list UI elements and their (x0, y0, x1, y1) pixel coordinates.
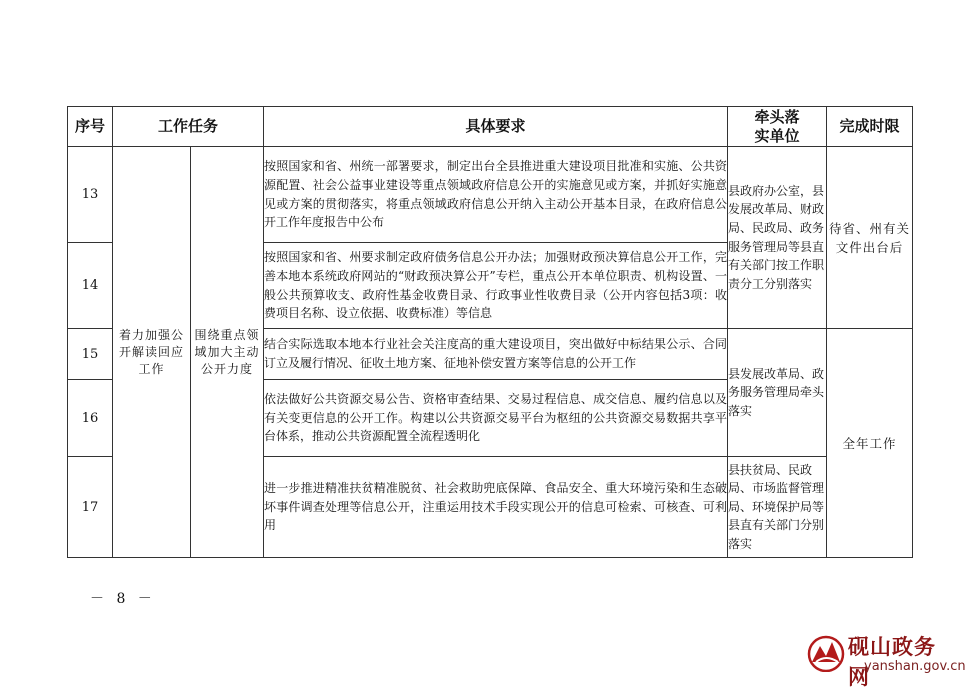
requirement-cell: 结合实际选取本地本行业社会关注度高的重大建设项目，突出做好中标结果公示、合同订立及履行情况、征收土地方案、征地补偿安置方案等信息的公开工作 (264, 329, 728, 380)
lead-unit-cell: 县发展改革局、政务服务管理局牵头落实 (728, 329, 827, 457)
table-row (68, 147, 913, 243)
header-lead-unit-line1: 牵头落 (754, 107, 800, 126)
row-seq: 13 (68, 147, 113, 243)
header-lead-unit (728, 107, 827, 147)
requirement-cell: 按照国家和省、州统一部署要求，制定出台全县推进重大建设项目批准和实施、公共资源配置、社会公益事业建设等重点领域政府信息公开的实施意见或方案，并抓好实施意见或方案的贯彻落实，将重点领域政府信息公开纳入主动公开基本目录，在政府信息公开工作年度报告中公布 (264, 147, 728, 243)
lead-unit-cell: 县政府办公室，县发展改革局、财政局、民政局、政务服务管理局等县直有关部门按工作职责分工分别落实 (728, 147, 827, 329)
watermark-title: 砚山政务网 (848, 635, 936, 689)
header-requirement: 具体要求 (264, 107, 728, 147)
requirement-cell: 依法做好公共资源交易公告、资格审查结果、交易过程信息、成交信息、履约信息以及有关变更信息的公开工作。构建以公共资源交易平台为枢纽的公共资源交易数据共享平台体系，推动公共资源配置全流程透明化 (264, 380, 728, 457)
page-number: － 8 － (90, 591, 156, 607)
header-task: 工作任务 (113, 107, 264, 147)
header-seq: 序号 (68, 107, 113, 147)
requirement-cell: 按照国家和省、州要求制定政府债务信息公开办法；加强财政预决算信息公开工作，完善本地本系统政府网站的“财政预决算公开”专栏，重点公开本单位职责、机构设置、一般公共预算收支、政府性基金收费目录、行政事业性收费目录（公开内容包括3项：收费项目名称、设立依据、收费标准）等信息 (264, 243, 728, 329)
header-row (68, 107, 913, 147)
row-seq: 17 (68, 457, 113, 558)
requirement-cell: 进一步推进精准扶贫精准脱贫、社会救助兜底保障、食品安全、重大环境污染和生态破坏事件调查处理等信息公开，注重运用技术手段实现公开的信息可检索、可核查、可利用 (264, 457, 728, 558)
header-deadline: 完成时限 (827, 107, 913, 147)
mountain-logo-icon (806, 632, 846, 672)
row-seq: 16 (68, 380, 113, 457)
lead-unit-cell: 县扶贫局、民政局、市场监督管理局、环境保护局等县直有关部门分别落实 (728, 457, 827, 558)
watermark-url: yanshan.gov.cn (864, 659, 966, 674)
work-task-table (67, 106, 913, 558)
row-seq: 15 (68, 329, 113, 380)
task-level1-cell: 着力加强公开解读回应工作 (113, 147, 191, 558)
deadline-cell: 全年工作 (827, 329, 913, 558)
site-watermark (806, 628, 966, 689)
header-lead-unit-line2: 实单位 (754, 126, 800, 145)
row-seq: 14 (68, 243, 113, 329)
task-level2-cell: 围绕重点领域加大主动公开力度 (191, 147, 264, 558)
deadline-cell: 待省、州有关文件出台后 (827, 147, 913, 329)
